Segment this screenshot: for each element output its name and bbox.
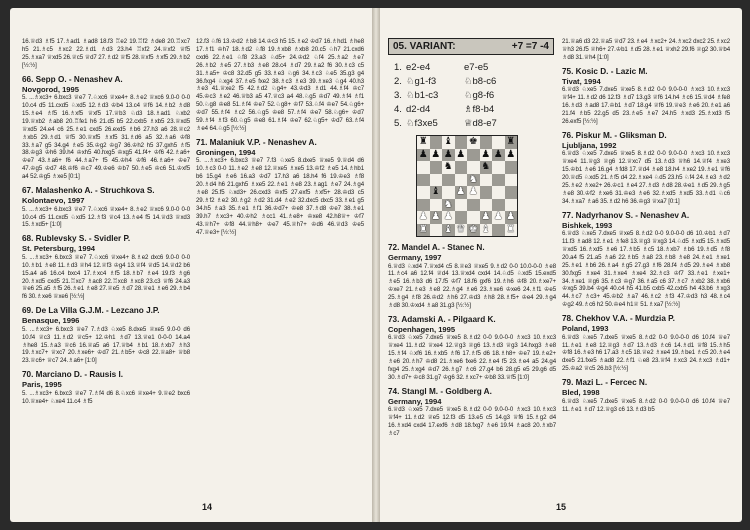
board-square xyxy=(467,161,480,174)
board-square xyxy=(480,174,493,187)
black-piece-icon: ♟ xyxy=(456,148,466,160)
game-heading: 73. Adamski A. - Pilgaard K. xyxy=(388,314,496,324)
game-moves: 5. ...♗xc3+ 6.bxc3 ♕e7 7.♘xc6 ♕xe4+ 8.♗e2 ♕xc6 9.0-0 0-0 10.c4 d5 11.cxd5 ♘xd5 12.♗d3 ♔b4 13.c4 ♕f6 14.♗b2 ♗d8 15.♗e4 ♗f5 16.♗xf5 ♕xf5 17.♕b3 ♘d3 18.♗ad1 ♘xb2 19.♕xb2 ♗ab8 20.♖fe1 h6 21.d5 b5 22.cxb5 ♗xb5 23.♕xd5 ♕xd5 24.e4 c6 25.♗e1 cxd5 26.exd5 ♗b6 27.h3 a6 28.♕c2 ♗xb5 29.♗d1 ♕f5 30.♕xf5 ♗xf5 31.♗d6 a5 32.♗a6 ♔f8 33.♗a7 g5 34.g4 ♗e5 35.♔g2 ♔g7 36.♔h2 h5 37.gxh5 ♗f5 38.♔g3 ♔h6 39.h4 ♔xh5 40.hxg5 ♔xg5 41.f4+ ♔f6 42.♗a6+ ♔e7 43.♗a6+ f6 44.♗a7+ f5 45.♔h4 ♔f6 46.♗a6+ ♔e7 47.♔g5 ♔d7 48.♔f6 ♔c7 49.♔e6 ♔b7 50.♗e5 ♔c6 51.♔xf5 a4 52.♔g5 ♗xe5 [0:1] xyxy=(22,94,190,181)
game-event: Copenhagen, 1995 xyxy=(388,324,456,334)
white-piece-icon: ♟ xyxy=(431,211,441,222)
game-moves: 6.♕d3 ♘xe5 7.dxe5 ♕xe5 8.♗d2 0-0 9.0-0-0 d6 10.f4 ♕e7 11.♗e1 ♗d7 12.♕g3 c6 13.♗d3 b5 xyxy=(562,397,730,413)
game-moves: 5. ...♗xc3+ 6.bxc3 ♕e7 7.f3 ♘xe5 8.dxe5 ♕xe5 9.♕d4 d6 10.♗c3 0-0 11.♗e2 ♗e8 12.♕xe5 ♗xe5 13.♔f2 ♗e5 14.♗hb1 b6 15.g4 ♗e6 16.a3 ♔d7 17.h3 a6 18.h4 f6 19.♔e3 ♗f8 20.♗d4 h6 21.gxh5 ♗xe5 22.♗e1 ♗e8 23.♗ag1 ♗e7 24.♗g4 ♗e8 25.f5 ♘xd3+ 26.cxd3 ♔xf5 27.exf5 ♗xf5+ 28.♔d3 c5 29.♗f2 ♗e2 30.♗g2 ♗d2 31.d4 ♗e2 32.dxc5 dxc5 33.♗e1 g5 34.h5 ♗a3 35.♗e1 ♗f1 36.♔d7+ ♔e8 37.♗d8 ♔e7 38.♗e1 39.h7 ♗xc3+ 40.♔h2 ♗cc1 41.♗e8+ ♔xe8 42.h8♕+ ♔f7 43.♕h7+ ♔f8 44.♕h8+ ♔e7 45.♕h7+ ♔d6 46.♕d3 ♔e5 47.♕e3+ [½:½] xyxy=(196,157,364,236)
game-moves: 16.♕d3 ♗f5 17.♗ad1 ♗ad8 18.f3 ♖e2 19.♖f2 ♗de8 20.♖xc7 h5 21.♗c5 ♗xc2 22.♗d1 ♗d3 23.h4 ♖xf2 24.♕xf2 ♕f5 25.♗xa7 ♕xd5 26.♕c5 ♕d7 27.♗d2 ♕f5 28.♕xf5 ♗xf5 29.♗b2 [½:½] xyxy=(22,38,190,69)
game-moves: 21.♕a6 d3 22.♕a5 ♕d7 23.♗e4 ♗xc2+ 24.♗xc2 dxc2 25.♗xc2 ♕h3 26.f5 ♕h6+ 27.♔b1 ♗d5 28.♗e1 ♕xh2 29.f6 ♕g2 30.♕b4 ♗d8 31.♕h4 [1:0] xyxy=(562,38,730,61)
game-event: Bishkek, 1993 xyxy=(562,220,613,230)
board-square xyxy=(505,174,518,187)
game-entry xyxy=(196,38,364,133)
game-moves: 5. ...♗xc3+ 6.bxc3 ♕e7 7.♗d3 ♘xe5 8.dxe5 ♕xe5 9.0-0 d6 10.f4 ♕c3 11.♗d2 ♕c5+ 12.♔h1 ♗d7 13.♕e1 0-0-0 14.a4 ♗he8 15.♗a3 ♕c6 16.♕a5 a6 17.♕b4 ♗b1 18.♗xb7 ♗h3 19.♗xc7+ ♕xc7 20.♗xe6+ ♔d7 21.♗b5+ ♔c8 22.♕a8+ ♕b8 23.♕c6+ ♕c7 24.♗a6+ [1:0] xyxy=(22,325,190,365)
game-moves: 6.♕d3 ♘xe5 7.dxe5 ♕xe5 8.♗d2 0-0 9.0-0-0 ♗xc3 10.♗xc3 ♕f4+ 11.♗d2 d6 12.f3 ♗d7 13.g3 ♕f6 14.h4 ♗c6 15.♕d4 ♗fe8 16.♗d3 ♗ad8 17.♔b1 ♗d7 18.g4 ♕f6 19.♕e3 ♗e6 20.♗e1 a6 21.f4 ♗b5 22.g5 d5 23.♗e5 ♗e7 24.h5 ♗xd3 25.♗xd3 f5 26.exf5 [½:½] xyxy=(562,86,730,125)
game-heading: 68. Rublevsky S. - Svidler P. xyxy=(22,234,131,244)
game-entry xyxy=(562,67,730,126)
board-square xyxy=(492,161,505,174)
black-piece-icon: ♜ xyxy=(418,136,428,147)
variant-title: 05. VARIANT: xyxy=(393,41,456,52)
board-square xyxy=(480,199,493,212)
board-square xyxy=(505,186,518,199)
black-piece-icon: ♟ xyxy=(418,148,428,160)
game-event: Poland, 1993 xyxy=(562,324,609,334)
board-square xyxy=(417,186,430,199)
game-entry xyxy=(22,186,190,229)
board-square xyxy=(417,174,430,187)
board-square xyxy=(467,199,480,212)
white-piece-icon: ♞ xyxy=(468,173,478,185)
variant-move-w: e2-e4 xyxy=(406,62,431,73)
game-event: St. Petersburg, 1994 xyxy=(22,244,96,254)
right-column-2 xyxy=(562,38,730,496)
white-piece-icon: ♟ xyxy=(443,211,453,222)
board-square xyxy=(455,174,468,187)
right-column-1 xyxy=(388,38,556,496)
variant-move-row xyxy=(394,103,556,117)
black-piece-icon: ♟ xyxy=(493,148,503,160)
game-heading: 79. Mazi L. - Fercec N. xyxy=(562,378,648,388)
board-square xyxy=(492,136,505,149)
game-heading: 71. Malaniuk V.P. - Nenashev A. xyxy=(196,137,317,147)
game-moves: 12.f3 ♘f6 13.♔d2 ♗b8 14.♔c3 h5 15.♗e2 ♔d7 16.♗hd1 ♗he8 17.♗f1 ♔h7 18.♗d2 ♘f8 19.♗xb8 ♗xb8 20.c5 ♘h7 21.cxd6 cxd6 22.♗e1 ♘f8 23.a3 ♘d5+ 24.♔d2 ♘f4 25.♗a2 ♗e7 26.♗b2 ♗e5 27.♗b3 ♗e8 28.c4 ♗d7 29.♗a2 f6 30.♗c3 c5 31.♗a5+ ♔c8 32.d5 g5 33.♗e3 ♘g6 34.♗c3 ♘e5 35.g3 g4 36.fxg4 ♘xg4 37.♗e5 fxe2 38.♗c3 ♗e3 39.♗xe3 ♘g4 40.h3 ♗e3 41.♕xe2 f5 42.♗d2 ♘g4+ 43.♔d3 ♗d1 44.♗f4 ♔c7 45.♔c3 ♗e2 46.♕b3 a5 47.♕c3 a4 48.♘g5 ♔d7 49.♗f4 ♗f1 50.♘g8 ♔e8 51.♗f4 ♔e7 52.♘g8+ ♔f7 53.♘f4 ♔e7 54.♘g6+ ♔d7 55.♗f4 ♗c2 56.♘g5 ♔e8 57.♗f4 ♔e7 58.♘g6+ ♔d7 59.♗f4 ♗f3 60.♘g5 ♔e8 61.♗f4 ♔e7 62.♘g5+ ♔d7 63.♗f4 ♗e4 64.♘g5 [½:½] xyxy=(196,38,364,132)
board-square xyxy=(417,161,430,174)
variant-move-w: ♘g1-f3 xyxy=(406,76,437,87)
white-piece-icon: ♟ xyxy=(468,186,478,197)
black-piece-icon: ♝ xyxy=(431,186,441,197)
board-square xyxy=(492,186,505,199)
variant-move-b: ♗f8-b4 xyxy=(464,104,495,115)
white-piece-icon: ♜ xyxy=(506,223,516,235)
game-entry xyxy=(562,314,730,373)
variant-move-n: 1. xyxy=(394,62,402,73)
white-piece-icon: ♝ xyxy=(481,223,491,235)
game-heading: 66. Sepp O. - Nenashev A. xyxy=(22,74,123,84)
variant-score: +7 =7 -4 xyxy=(511,41,549,52)
left-page xyxy=(10,8,372,522)
game-event: Ljubljana, 1992 xyxy=(562,140,617,150)
board-square xyxy=(492,199,505,212)
game-heading: 75. Kosic D. - Lazic M. xyxy=(562,66,648,76)
variant-move-b: e7-e5 xyxy=(464,62,489,73)
board-square xyxy=(455,136,468,149)
game-moves: 6.♕d3 ♘xe5 7.dxe5 ♕xe5 8.♗d2 0-0 9.0-0-0 d6 10.f4 ♕e7 11.♗e1 ♗e8 12.♕g3 ♗d7 13.♗d3 ♗c6 14.♗d1 ♕f8 15.♗h5 ♔f8 16.♗e3 h6 17.a3 ♗c5 18.♕e2 ♗xe4 19.♗be1 ♗c5 20.♗e4 dxe5 21.fxe5 ♗ad8 22.♗f1 ♘e8 23.♕f4 ♗xc3 24.♗xc3 ♗d1+ 25.♔a2 ♕c5 26.b3 [½:½] xyxy=(562,333,730,373)
game-event: Paris, 1995 xyxy=(22,380,62,390)
variant-move-n: 4. xyxy=(394,104,402,115)
game-moves: 5. ...♗xc3+ 6.bxc3 ♕e7 7.♗f4 d6 8.♘xc6 ♕xe4+ 9.♕e2 bxc6 10.♕xe4+ ♘xe4 11.c4 ♗f5 xyxy=(22,389,190,405)
game-entry xyxy=(562,378,730,413)
game-moves: 5. ...♗xc3+ 6.bxc3 ♕e7 7.♘xc6 ♕xe4+ 8.♗e2 ♕xc6 9.0-0 0-0 10.c4 d5 11.cxd5 ♘xd5 12.♗f3 ♕c4 13.♗e4 f5 14.♕d3 ♕xd3 15.♗xd5+ [1:0] xyxy=(22,205,190,229)
game-heading: 78. Chekhov V.A. - Murdzia P. xyxy=(562,314,675,324)
variant-move-n: 2. xyxy=(394,76,402,87)
black-piece-icon: ♟ xyxy=(506,148,516,160)
black-piece-icon: ♟ xyxy=(443,148,453,160)
game-entry xyxy=(562,38,730,62)
board-square xyxy=(455,199,468,212)
game-event: Groningen, 1994 xyxy=(196,147,256,157)
game-event: Novgorod, 1995 xyxy=(22,84,79,94)
game-event: Benasque, 1996 xyxy=(22,316,80,326)
left-column-1 xyxy=(22,38,190,496)
game-heading: 67. Malashenko A. - Struchkova S. xyxy=(22,186,155,196)
black-piece-icon: ♞ xyxy=(443,161,453,172)
game-entry xyxy=(22,38,190,70)
board-square xyxy=(492,224,505,237)
board-square xyxy=(480,186,493,199)
board-square xyxy=(417,199,430,212)
page-number-right: 15 xyxy=(556,502,567,512)
white-piece-icon: ♛ xyxy=(456,223,466,235)
variant-header-box xyxy=(388,38,554,55)
game-heading: 76. Piskur M. - Gliksman D. xyxy=(562,130,667,140)
black-piece-icon: ♞ xyxy=(481,161,491,172)
game-moves: 6.♕d3 ♘xe5 7.dxe5 ♕xe5 8.♗d2 0-0 9.0-0-0 d6 10.♔b1 ♗d7 11.f3 ♗ad8 12.♗e1 ♗fe8 13.♕g3 ♕xg3 14.♘d5 ♗xd5 15.♗xd5 ♕xd5 16.♗xd5 ♗e6 17.♗b5 ♗c5 18.♗xb7 ♗b6 19.♗d5 ♗f8 20.a4 f5 21.a5 ♗a6 22.♗b5 ♗a8 23.♗b8 ♗e8 24.♗e1 ♗xe1 25.♗e1 ♗b6 26.♗a4 ♗g5 27.g3 ♗f6 28.f4 ♗d5 29.♗e4 ♗xb8 30.fxg5 ♗xe4 31.♗xe4 ♗xe4 32.♗c3 ♔f7 33.♗e1 ♗xe1+ 34.♗xe1 ♕g6 35.♗c3 ♔g7 36.♗a5 c6 37.♗c7 ♗xb2 38.♗xb6 ♔xg5 39.b4 ♔g4 40.c4 h5 41.b5 cxb5 42.cxb5 h4 43.b6 ♗xg3 44.♗c7 ♗c3+ 45.♔b2 ♗a7 46.♗c2 ♗f3 47.♔d3 h3 48.♗c4 ♔g2 49.♗c6 h2 50.♔e4 h1♕ 51.♗xa7 [½:½] xyxy=(562,230,730,309)
board-square xyxy=(467,211,480,224)
variant-move-row xyxy=(394,61,556,75)
white-piece-icon: ♞ xyxy=(443,198,453,210)
game-moves: 5. ...♗xc3+ 6.bxc3 ♕e7 7.♘xc6 ♕xe4+ 8.♗e2 dxc6 9.0-0 0-0 10.♗b1 ♗e8 11.♗d3 ♕h4 12.♕f3 ♔g4 13.♕f4 ♕d5 14.♕d2 b6 15.a4 a6 16.c4 bxc4 17.♗xc4 ♗f5 18.♗b7 ♗e4 19.f3 ♗g6 20.♗xd5 cxd5 21.♖xc7 ♗ac8 22.♖xc8 ♗xc8 23.c3 ♕f6 24.a3 ♕e6 25.a5 ♗f5 26.♗e1 ♗e8 27.♕e5 ♗d7 28.♕e1 ♗e6 29.♗b4 f6 30.♗xe6 ♕xe6 [½:½] xyxy=(22,253,190,301)
white-piece-icon: ♟ xyxy=(506,211,516,222)
board-square xyxy=(430,161,443,174)
white-piece-icon: ♟ xyxy=(456,186,466,197)
black-piece-icon: ♚ xyxy=(468,136,478,147)
game-heading: 69. De La Villa G.J.M. - Lezcano J.P. xyxy=(22,306,160,316)
game-event: Bled, 1998 xyxy=(562,388,600,398)
board-square xyxy=(505,161,518,174)
book-gutter xyxy=(372,8,380,522)
variant-move-b: ♘b8-c6 xyxy=(464,76,497,87)
white-piece-icon: ♟ xyxy=(418,211,428,222)
board-square xyxy=(480,136,493,149)
game-heading: 74. Stangl M. - Goldberg A. xyxy=(388,386,492,396)
game-heading: 72. Mandel A. - Stanec N. xyxy=(388,243,485,252)
black-piece-icon: ♟ xyxy=(481,148,491,160)
white-piece-icon: ♝ xyxy=(443,223,453,235)
board-square xyxy=(492,174,505,187)
board-square xyxy=(455,211,468,224)
board-square xyxy=(505,199,518,212)
game-entry xyxy=(196,138,364,237)
game-entry xyxy=(562,211,730,310)
page-number-left: 14 xyxy=(202,502,213,512)
variant-move-row xyxy=(394,75,556,89)
board-square xyxy=(430,224,443,237)
variant-move-list xyxy=(394,61,556,131)
variant-move-w: d2-d4 xyxy=(406,104,431,115)
variant-move-w: ♘f3xe5 xyxy=(406,118,438,129)
black-piece-icon: ♝ xyxy=(443,136,453,147)
game-entry xyxy=(388,315,556,382)
game-heading: 70. Marciano D. - Rausis I. xyxy=(22,370,124,380)
variant-move-row xyxy=(394,89,556,103)
right-page xyxy=(380,8,742,522)
board-square xyxy=(442,186,455,199)
variant-move-n: 3. xyxy=(394,90,402,101)
board-square xyxy=(455,161,468,174)
white-piece-icon: ♚ xyxy=(468,223,478,235)
variant-move-row xyxy=(394,117,556,131)
game-heading: 77. Nadyrhanov S. - Nenashev A. xyxy=(562,210,690,220)
game-moves: 6.♕d3 ♘xe5 7.dxe5 ♕xe5 8.♗d2 0-0 9.0-0-0 ♗xc3 10.♗xc3 ♕xe4 11.♗d2 ♕xe4 12.♕g3 ♕g6 13.♗d3 ♕g3 14.hxg3 ♗e8 15.♗f4 ♘xf6 16.♗xb5 ♗f6 17.♗f5 d6 18.♗h8+ ♔e7 19.♗e2+ ♗e6 20.♗h7 ♔d8 21.♗xe6 fxe6 22.♗e4 f5 23.♗e4 a5 24.g4 fxg4 25.♗xg4 ♔d7 26.♗g7 ♗c6 27.g4 b6 28.g5 e5 29.g6 d5 30.♗d7+ ♔c8 31.g7 ♔g6 32.♗xc7+ ♔b8 33.♕f5 [1:0] xyxy=(388,334,556,381)
variant-move-b: ♘g8-f6 xyxy=(464,90,495,101)
game-moves: 6.♕d3 ♘xe5 7.dxe5 ♕xe5 8.♗d2 0-0 9.0-0-0 ♗xc3 10.♗xc3 ♕f4+ 11.♗d2 ♕e5 12.f3 d5 13.e5 c5 14.g3 ♕f6 15.♗g2 d4 16.♗xd4 cxd4 17.exf6 ♗d8 18.fxg7 ♗e6 19.f4 ♗ac8 20.♗xb7 ♗c7 xyxy=(388,406,556,438)
variant-move-b: ♕d8-e7 xyxy=(464,118,497,129)
game-moves: 6.♕d3 ♘xe5 7.dxe5 ♕xe5 8.♗d2 0-0 9.0-0-0 ♗xc3 10.♗xc3 ♕xe4 11.♕g3 ♕g6 12.♕xc7 d5 13.♗d3 ♕h6 14.♕f4 ♗xe3 15.♔b1 ♗e6 16.g4 ♗fd8 17.♕d4 ♗e8 18.h4 ♗xe2 19.♗e1 ♕f6 20.♕d5 ♘xd5 21.♗f5 d4 22.♗xe4 ♘d5 23.h5 ♘f4 24.♗e3 ♗d2 25.♗e2 ♗xe2+ 26.♔c1 ♗e4 27.♗d3 ♗d8 28.♔e1 ♗d5 29.♗g5 ♗e8 30.♔f2 ♗xe6 31.♔e3 ♗e6 32.♗xd5 ♗xd5 33.♗d1 ♘c6 34.♗xa7 ♗a6 35.♗d2 h6 36.♔g3 ♕xa7 [0:1] xyxy=(562,150,730,205)
game-entry xyxy=(562,131,730,206)
variant-move-n: 5. xyxy=(394,118,402,129)
game-entry xyxy=(22,306,190,365)
board-square xyxy=(430,136,443,149)
board-square xyxy=(430,174,443,187)
game-entry xyxy=(22,75,190,181)
white-piece-icon: ♟ xyxy=(481,211,491,222)
black-piece-icon: ♟ xyxy=(431,148,441,160)
variant-move-w: ♘b1-c3 xyxy=(406,90,439,101)
white-piece-icon: ♜ xyxy=(418,223,428,235)
game-event: Germany, 1994 xyxy=(388,396,442,406)
game-entry xyxy=(388,243,556,310)
game-moves: 6.♕d3 ♘xd4 7.♕xd4 c5 8.♕e3 ♕xe5 9.♗d2 0-0 10.0-0-0 ♗e8 11.♗c4 a6 12.f4 ♕d4 13.♕xd4 cxd4 14.♘d5 ♘xd5 15.exd5 ♗e5 16.♗b3 d6 17.f5 ♔f7 18.f6 gxf6 19.♗h6 ♔f8 20.♗xe7+ ♔xe7 21.♗e3 ♗e8 22.♗g4 ♗e6 23.♗xe6 ♔xe6 24.♗f1 ♔e5 25.♗g4 ♗f8 26.♔d2 ♗h6 27.♔d3 ♗h8 28.♗f5+ ♔e4 29.♗g4 ♗d8 30.♔xd4 ♗a8 31.g3 [½:½] xyxy=(388,262,556,310)
board-square xyxy=(430,199,443,212)
white-piece-icon: ♟ xyxy=(493,211,503,222)
board-square xyxy=(467,149,480,162)
left-column-2 xyxy=(196,38,364,496)
game-event: Tivat, 1994 xyxy=(562,76,601,86)
chess-diagram xyxy=(416,135,518,237)
game-entry xyxy=(22,234,190,301)
game-entry xyxy=(388,387,556,438)
game-event: Germany, 1997 xyxy=(388,253,442,262)
game-entry xyxy=(22,370,190,405)
board-square xyxy=(442,174,455,187)
game-event: Kolontaevo, 1997 xyxy=(22,196,85,206)
black-piece-icon: ♜ xyxy=(506,136,516,147)
